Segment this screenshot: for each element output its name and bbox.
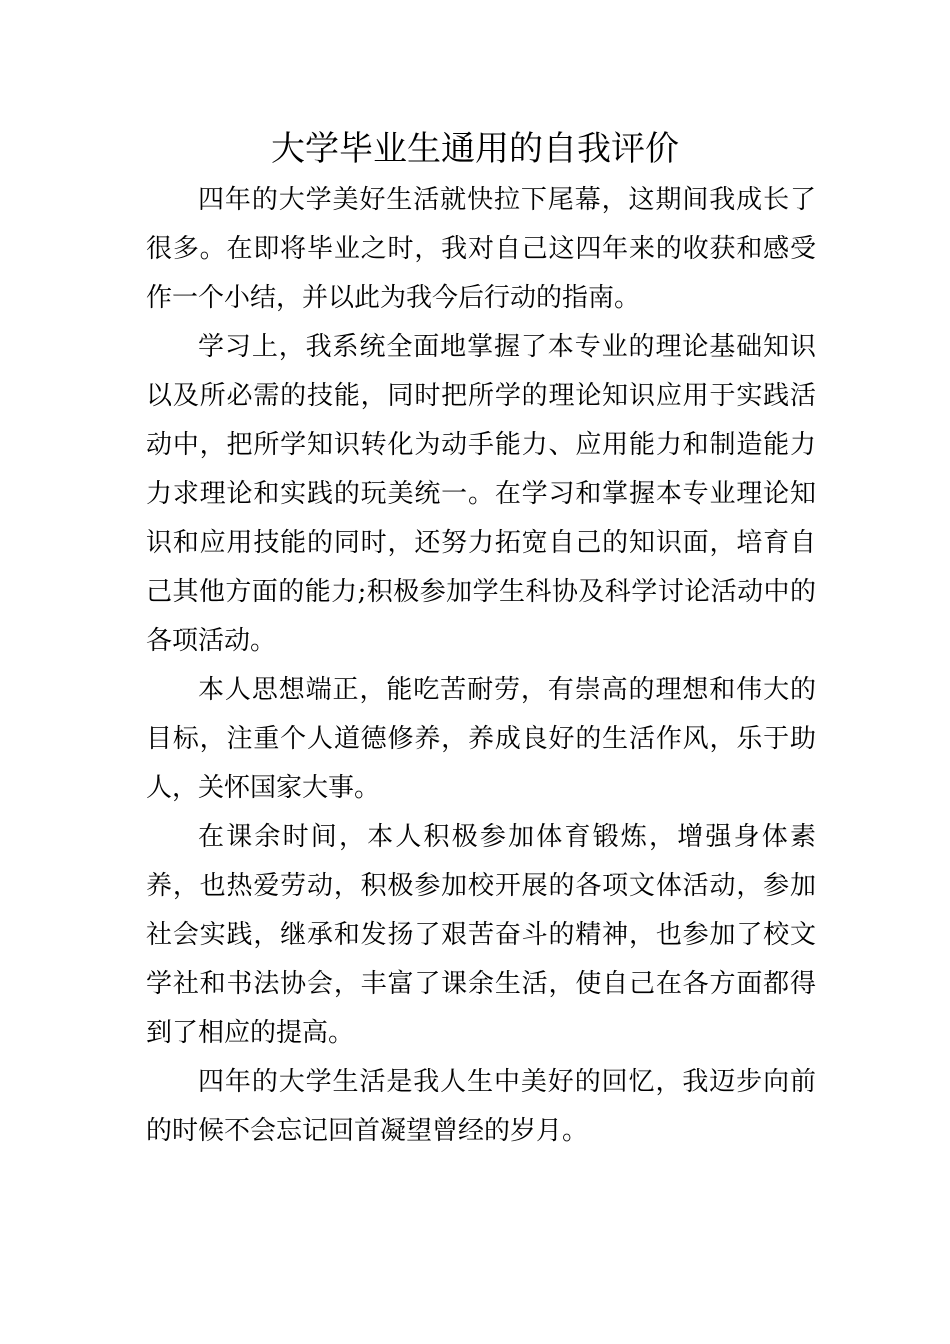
paragraph-3: 本人思想端正，能吃苦耐劳，有崇高的理想和伟大的目标，注重个人道德修养，养成良好的生活作风，乐于助人，关怀国家大事。 xyxy=(146,675,816,803)
document-title: 大学毕业生通用的自我评价 xyxy=(271,129,679,169)
paragraph-2: 学习上，我系统全面地掌握了本专业的理论基础知识以及所必需的技能，同时把所学的理论知识应用于实践活动中，把所学知识转化为动手能力、应用能力和制造能力力求理论和实践的玩美统一。在学习和掌握本专业理论知识和应用技能的同时，还努力拓宽自己的知识面，培育自己其他方面的能力;积极参加学生科协及科学讨论活动中的各项活动。 xyxy=(146,332,816,656)
paragraph-1: 四年的大学美好生活就快拉下尾幕，这期间我成长了很多。在即将毕业之时，我对自己这四年来的收获和感受作一个小结，并以此为我今后行动的指南。 xyxy=(146,185,816,313)
paragraph-4: 在课余时间，本人积极参加体育锻炼，增强身体素养，也热爱劳动，积极参加校开展的各项文体活动，参加社会实践，继承和发扬了艰苦奋斗的精神，也参加了校文学社和书法协会，丰富了课余生活，使自己在各方面都得到了相应的提高。 xyxy=(146,822,816,1048)
paragraph-5: 四年的大学生活是我人生中美好的回忆，我迈步向前的时候不会忘记回首凝望曾经的岁月。 xyxy=(146,1067,816,1146)
document-body xyxy=(146,176,816,1156)
